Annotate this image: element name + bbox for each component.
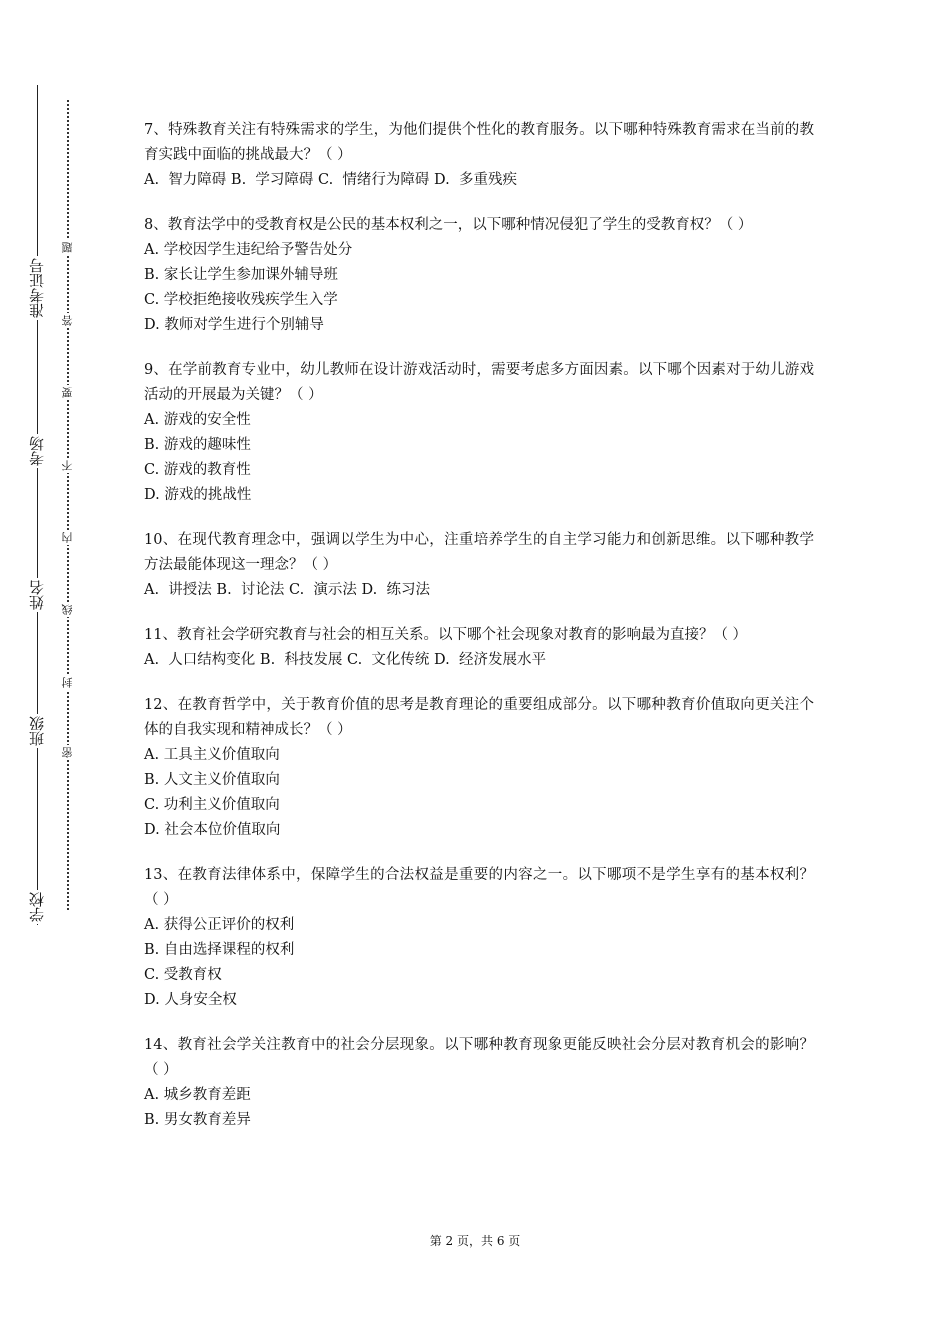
- label-school: 学校: [24, 890, 50, 924]
- question-8: [144, 213, 814, 338]
- question-13: [144, 863, 814, 1013]
- seal-char: 答: [61, 315, 74, 326]
- question-14: [144, 1033, 814, 1133]
- option-b: B. 自由选择课程的权利: [144, 942, 295, 958]
- option-b: B. 人文主义价值取向: [144, 772, 280, 788]
- seal-char: 线: [61, 604, 74, 615]
- option-d: D. 教师对学生进行个别辅导: [144, 317, 324, 333]
- label-exam-number: 准考证号: [24, 256, 50, 320]
- binding-solid-line: [37, 85, 38, 925]
- label-exam-room: 考场: [24, 434, 50, 468]
- seal-char: 不: [61, 460, 74, 471]
- question-11: [144, 623, 814, 673]
- question-stem: 7、特殊教育关注有特殊需求的学生，为他们提供个性化的教育服务。以下哪种特殊教育需求在当前的教育实践中面临的挑战最大？（ ）: [144, 122, 814, 163]
- question-stem: 14、教育社会学关注教育中的社会分层现象。以下哪种教育现象更能反映社会分层对教育机会的影响？（ ）: [144, 1037, 814, 1078]
- option-a: A. 游戏的安全性: [144, 412, 251, 428]
- question-options: A. 讲授法 B. 讨论法 C. 演示法 D. 练习法: [144, 582, 430, 598]
- seal-char: 封: [61, 677, 74, 688]
- option-b: B. 男女教育差异: [144, 1112, 251, 1128]
- option-a: A. 工具主义价值取向: [144, 747, 280, 763]
- option-c: C. 受教育权: [144, 967, 222, 983]
- seal-char: 密: [61, 747, 74, 758]
- label-name: 姓名: [24, 578, 50, 612]
- option-a: A. 获得公正评价的权利: [144, 917, 295, 933]
- question-stem: 8、教育法学中的受教育权是公民的基本权利之一，以下哪种情况侵犯了学生的受教育权？（ ）: [144, 217, 753, 233]
- question-9: [144, 358, 814, 508]
- question-stem: 13、在教育法律体系中，保障学生的合法权益是重要的内容之一。以下哪项不是学生享有的基本权利？（ ）: [144, 867, 814, 908]
- option-c: C. 功利主义价值取向: [144, 797, 280, 813]
- question-stem: 9、在学前教育专业中，幼儿教师在设计游戏活动时，需要考虑多方面因素。以下哪个因素对于幼儿游戏活动的开展最为关键？（ ）: [144, 362, 814, 403]
- option-b: B. 家长让学生参加课外辅导班: [144, 267, 338, 283]
- binding-margin: [0, 0, 90, 1344]
- seal-char: 内: [61, 532, 74, 543]
- option-a: A. 学校因学生违纪给予警告处分: [144, 242, 353, 258]
- question-7: [144, 118, 814, 193]
- option-b: B. 游戏的趣味性: [144, 437, 251, 453]
- question-10: [144, 528, 814, 603]
- option-d: D. 人身安全权: [144, 992, 237, 1008]
- option-c: C. 学校拒绝接收残疾学生入学: [144, 292, 338, 308]
- option-d: D. 游戏的挑战性: [144, 487, 252, 503]
- option-d: D. 社会本位价值取向: [144, 822, 281, 838]
- page-number: 第 2 页，共 6 页: [429, 1234, 521, 1248]
- question-stem: 12、在教育哲学中，关于教育价值的思考是教育理论的重要组成部分。以下哪种教育价值取向更关注个体的自我实现和精神成长？（ ）: [144, 697, 814, 738]
- question-options: A. 人口结构变化 B. 科技发展 C. 文化传统 D. 经济发展水平: [144, 652, 546, 668]
- seal-char: 题: [61, 242, 74, 253]
- option-a: A. 城乡教育差距: [144, 1087, 251, 1103]
- question-stem: 11、教育社会学研究教育与社会的相互关系。以下哪个社会现象对教育的影响最为直接？（ ）: [144, 627, 748, 643]
- question-options: A. 智力障碍 B. 学习障碍 C. 情绪行为障碍 D. 多重残疾: [144, 172, 517, 188]
- question-stem: 10、在现代教育理念中，强调以学生为中心，注重培养学生的自主学习能力和创新思维。以下哪种教学方法最能体现这一理念？（ ）: [144, 532, 814, 573]
- seal-char: 要: [61, 387, 74, 398]
- question-12: [144, 693, 814, 843]
- binding-dotted-line: [67, 100, 69, 910]
- question-list: [144, 118, 814, 1153]
- label-class: 班级: [24, 714, 50, 748]
- option-c: C. 游戏的教育性: [144, 462, 251, 478]
